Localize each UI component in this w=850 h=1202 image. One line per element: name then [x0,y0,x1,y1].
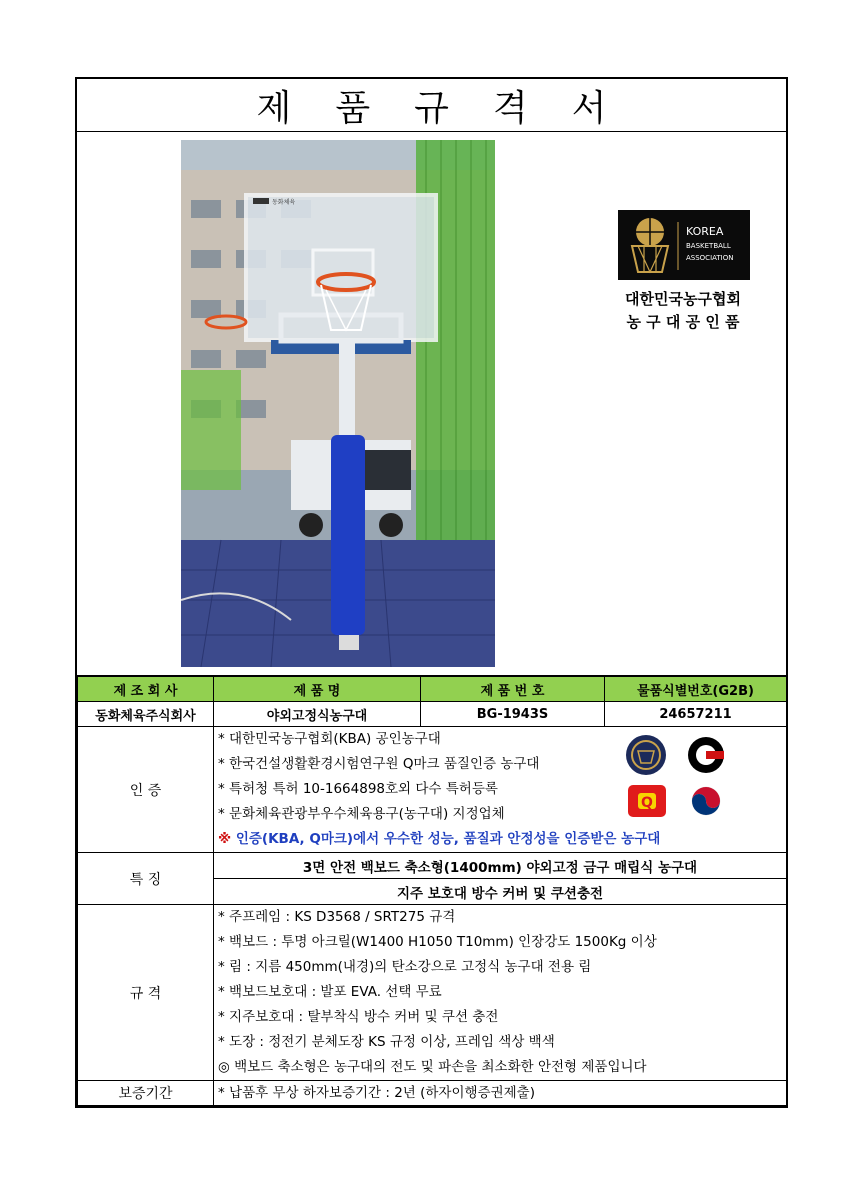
warranty-label: 보증기간 [78,1081,214,1106]
manufacturer-value: 동화체육주식회사 [78,702,214,727]
warranty-row [78,1081,787,1106]
cert-highlight [214,827,786,852]
korea-gov-emblem-icon [692,787,720,815]
header-row [78,677,787,702]
basketball-hoop-illustration [181,140,495,667]
kba-caption [607,288,759,334]
spec-line: ◎ 백보드 축소형은 농구대의 전도 및 파손을 최소화한 안전형 제품입니다 [218,1059,647,1075]
reference-mark: ※ [218,831,232,847]
kba-caption-line: 대한민국농구협회 [625,290,741,308]
header-g2b-id: 물품식별번호(G2B) [605,677,787,702]
kba-caption-line: 농 구 대 공 인 품 [626,313,740,331]
spec-line: * 주프레임 : KS D3568 / SRT275 규격 [218,909,456,925]
q-mark-letter: Q [641,795,653,811]
title-char: 규 [414,87,449,129]
product-image-section [77,132,786,676]
spec-sheet [75,77,788,1108]
cert-line: * 한국건설생활환경시험연구원 Q마크 품질인증 농구대 [218,756,540,772]
spec-line: * 백보드 : 투명 아크릴(W1400 H1050 T10mm) 인장강도 1500Kg 이상 [218,934,657,950]
spec-line: * 도장 : 정전기 분체도장 KS 규정 이상, 프레임 색상 백색 [218,1034,555,1050]
spec-line: * 지주보호대 : 탈부착식 방수 커버 및 쿠션 충전 [218,1009,499,1025]
spec-table [77,676,787,1106]
backboard-brand-label: 동화체육 [272,199,296,206]
cert-line: * 대한민국농구협회(KBA) 공인농구대 [218,731,441,747]
ks-mark-icon [688,737,724,773]
g2b-id-value: 24657211 [605,702,787,727]
specs-label: 규 격 [78,905,214,1081]
product-number-value: BG-1943S [421,702,605,727]
title-char: 제 [256,87,292,129]
title-char: 격 [492,87,528,129]
header-manufacturer: 제 조 회 사 [78,677,214,702]
features-label: 특 징 [78,853,214,905]
specs-row [78,905,787,1081]
cert-line: * 특허청 특허 10-1664898호외 다수 특허등록 [218,781,498,797]
product-photo [181,140,495,667]
kba-logo-text: BASKETBALL [686,242,731,250]
cert-label: 인 증 [78,727,214,853]
cert-logos [624,733,744,823]
cert-content [214,727,787,853]
kba-logo-text: KOREA [686,225,724,238]
cert-row [78,727,787,853]
spec-line: * 림 : 지름 450mm(내경)의 탄소강으로 고정식 농구대 전용 림 [218,959,592,975]
specs-content [214,905,787,1081]
kba-logo-text: ASSOCIATION [686,254,734,262]
document-title [77,79,786,132]
title-char: 품 [335,87,371,129]
feature-line: 지주 보호대 방수 커버 및 쿠션충전 [214,879,787,905]
kba-logo [618,210,750,280]
value-row [78,702,787,727]
feature-line: 3면 안전 백보드 축소형(1400mm) 야외고정 금구 매립식 농구대 [214,853,787,879]
kba-seal-icon [626,735,666,775]
header-product-number: 제 품 번 호 [421,677,605,702]
cert-line: * 문화체육관광부우수체육용구(농구대) 지정업체 [218,806,505,822]
title-char: 서 [571,87,607,129]
cert-highlight-text: 인증(KBA, Q마크)에서 우수한 성능, 품질과 안정성을 인증받은 농구대 [235,831,661,847]
features-row [78,853,787,879]
warranty-text: * 납품후 무상 하자보증기간 : 2년 (하자이행증권제출) [214,1081,787,1106]
spec-line: * 백보드보호대 : 발포 EVA. 선택 무료 [218,984,442,1000]
header-product-name: 제 품 명 [214,677,421,702]
product-name-value: 야외고정식농구대 [214,702,421,727]
